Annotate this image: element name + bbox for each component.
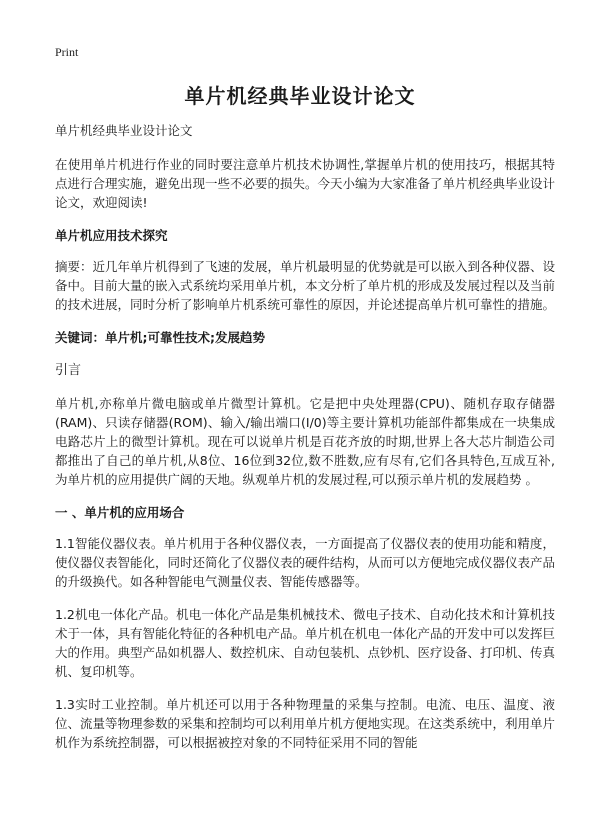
item-1-1-paragraph: 1.1智能仪器仪表。单片机用于各种仪器仪表，一方面提高了仪器仪表的使用功能和精度，使仪器仪表智能化，同时还简化了仪器仪表的硬件结构，从而可以方便地完成仪器仪表产品的升级换代。如各种智能电气测量仪表、智能传感器等。 (55, 536, 556, 589)
keywords-line: 关键词：单片机;可靠性技术;发展趋势 (55, 330, 265, 345)
document-subtitle: 单片机经典毕业设计论文 (55, 123, 193, 138)
section-one-heading: 一 、单片机的应用场合 (55, 505, 185, 520)
intro-paragraph: 在使用单片机进行作业的同时要注意单片机技术协调性,掌握单片机的使用技巧，根据其特点进行合理实施，避免出现一些不必要的损失。今天小编为大家准备了单片机经典毕业设计论文，欢迎阅读! (55, 157, 556, 210)
section-heading: 单片机应用技术探究 (55, 228, 168, 243)
intro-heading: 引言 (55, 363, 82, 378)
item-1-2-paragraph: 1.2机电一体化产品。机电一体化产品是集机械技术、微电子技术、自动化技术和计算机技术于一体，具有智能化特征的各种机电产品。单片机在机电一体化产品的开发中可以发挥巨大的作用。典型产品如机器人、数控机床、自动包装机、点钞机、医疗设备、打印机、传真机、复印机等。 (55, 607, 556, 679)
intro-body-paragraph: 单片机,亦称单片微电脑或单片微型计算机。它是把中央处理器(CPU)、随机存取存储器(RAM)、只读存储器(ROM)、输入/输出端口(I/0)等主要计算机功能部件都集成在一块集成电路芯片上的微型计算机。现在可以说单片机是百花齐放的时期,世界上各大芯片制造公司都推出了自己的单片机,从8位、16位到32位,数不胜数,应有尽有,它们各具特色,互成互补,为单片机的应用提供广阔的天地。纵观单片机的发展过程,可以预示单片机的发展趋势 。 (55, 396, 555, 487)
abstract-paragraph: 摘要：近几年单片机得到了飞速的发展，单片机最明显的优势就是可以嵌入到各种仪器、设备中。目前大量的嵌入式系统均采用单片机，本文分析了单片机的形成及发展过程以及当前的技术进展，同时分析了影响单片机系统可靠性的原因，并论述提高单片机可靠性的措施。 (55, 259, 556, 312)
print-link[interactable]: Print (55, 45, 79, 59)
document-body (55, 121, 555, 766)
page-title: 单片机经典毕业设计论文 (184, 84, 416, 108)
item-1-3-paragraph: 1.3实时工业控制。单片机还可以用于各种物理量的采集与控制。电流、电压、温度、液位、流量等物理参数的采集和控制均可以利用单片机方便地实现。在这类系统中，利用单片机作为系统控制器，可以根据被控对象的不同特征采用不同的智能 (55, 697, 556, 750)
